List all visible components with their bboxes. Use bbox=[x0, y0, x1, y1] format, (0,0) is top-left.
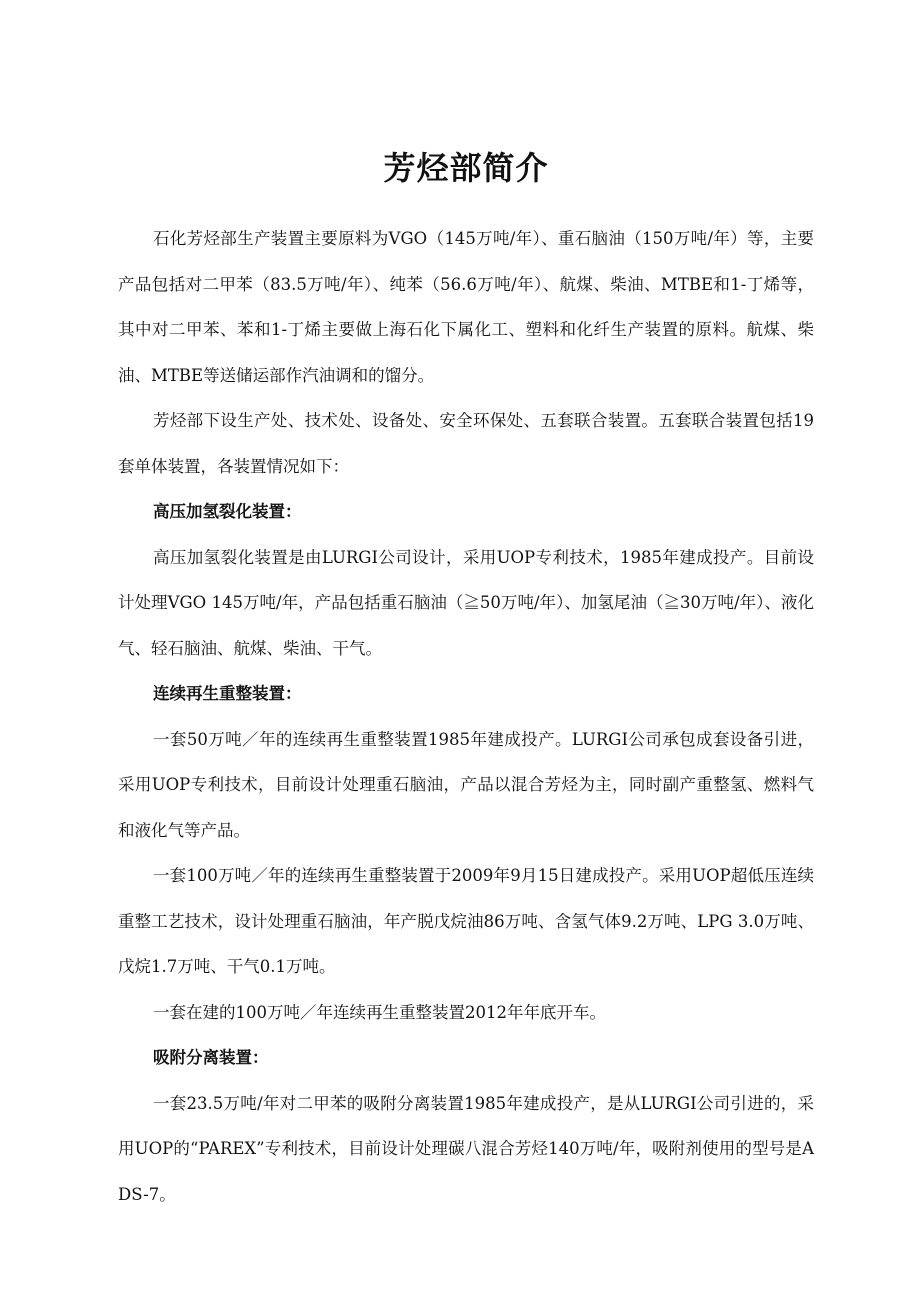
paragraph-reforming-100: 一套100万吨／年的连续再生重整装置于2009年9月15日建成投产。采用UOP超低压连续重整工艺技术，设计处理重石脑油，年产脱戊烷油86万吨、含氢气体9.2万吨、LPG 3.0万吨、戊烷1.7万吨、干气0.1万吨。 bbox=[118, 866, 814, 976]
paragraph-adsorption: 一套23.5万吨/年对二甲苯的吸附分离装置1985年建成投产，是从LURGI公司引进的，采用UOP的“PAREX”专利技术，目前设计处理碳八混合芳烃140万吨/年，吸附剂使用的型号是ADS-7。 bbox=[118, 1093, 814, 1204]
paragraph-reforming-new: 一套在建的100万吨／年连续再生重整装置2012年年底开车。 bbox=[153, 1002, 606, 1022]
paragraph-reforming-50: 一套50万吨／年的连续再生重整装置1985年建成投产。LURGI公司承包成套设备引进，采用UOP专利技术，目前设计处理重石脑油，产品以混合芳烃为主，同时副产重整氢、燃料气和液化气等产品。 bbox=[118, 729, 814, 840]
paragraph-organization: 芳烃部下设生产处、技术处、设备处、安全环保处、五套联合装置。五套联合装置包括19套单体装置，各装置情况如下： bbox=[118, 411, 814, 476]
section-heading-adsorption: 吸附分离装置： bbox=[153, 1048, 269, 1067]
page-title: 芳烃部简介 bbox=[383, 149, 549, 187]
section-heading-hydrocracking: 高压加氢裂化装置： bbox=[153, 502, 302, 521]
paragraph-hydrocracking: 高压加氢裂化装置是由LURGI公司设计，采用UOP专利技术，1985年建成投产。目前设计处理VGO 145万吨/年，产品包括重石脑油（≧50万吨/年）、加氢尾油（≧30万吨/年）、液化气、轻石脑油、航煤、柴油、干气。 bbox=[118, 547, 814, 658]
document-body bbox=[118, 216, 814, 1217]
paragraph-raw-materials: 石化芳烃部生产装置主要原料为VGO（145万吨/年）、重石脑油（150万吨/年）等，主要产品包括对二甲苯（83.5万吨/年）、纯苯（56.6万吨/年）、航煤、柴油、MTBE和1-丁烯等，其中对二甲苯、苯和1-丁烯主要做上海石化下属化工、塑料和化纤生产装置的原料。航煤、柴油、MTBE等送储运部作汽油调和的馏分。 bbox=[118, 229, 814, 385]
section-heading-ccr-reforming: 连续再生重整装置： bbox=[153, 684, 302, 703]
